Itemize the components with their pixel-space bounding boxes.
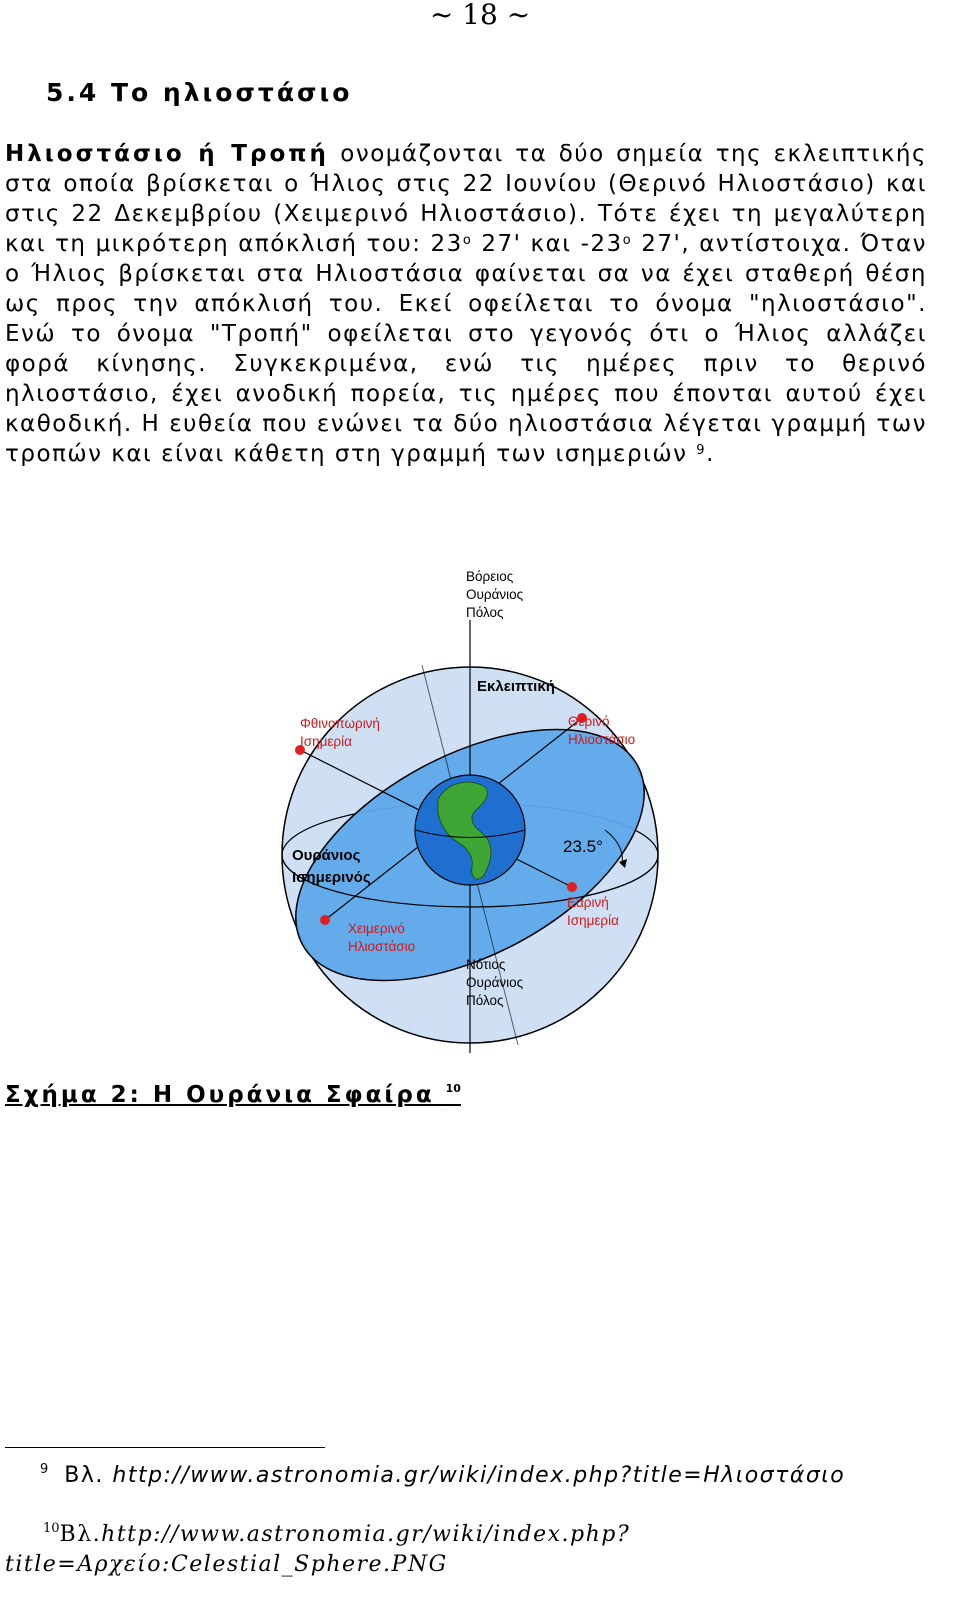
lead-term: Ηλιοστάσιο ή Τροπή	[5, 141, 329, 167]
winter-solstice-label-1: Χειμερινό	[348, 921, 405, 936]
figure-caption	[5, 1082, 461, 1108]
footnote-9-mark: 9	[40, 1462, 49, 1477]
footnote-10-url[interactable]: http://www.astronomia.gr/wiki/index.php?title=Αρχείο:Celestial_Sphere.PNG	[5, 1522, 631, 1577]
north-pole-label-3: Πόλος	[466, 605, 504, 620]
footnote-ref-9: 9	[696, 443, 707, 458]
north-pole-label-2: Ουράνιος	[466, 587, 524, 602]
winter-solstice-label-2: Ηλιοστάσιο	[348, 939, 416, 954]
paragraph-end: .	[706, 441, 715, 467]
paragraph-text-2: 27' και -23	[472, 231, 623, 257]
summer-solstice-label-1: Θερινό	[568, 714, 610, 729]
paragraph-text-1: ονομάζονται τα δύο σημεία της εκλειπτικής στα οποία βρίσκεται ο Ήλιος στις 22 Ιουνίου (Θερινό Ηλιοστάσιο) και στις 22 Δεκεμβρίου (Χειμερινό Ηλιοστάσιο). Τότε έχει τη μεγαλύτερη και τη μικρότερη απόκλισή του: 23	[5, 141, 928, 257]
south-pole-label-3: Πόλος	[466, 993, 504, 1008]
degree-mark-2: ο	[622, 233, 633, 248]
spring-equinox-label-2: Ισημερία	[567, 913, 619, 928]
footnote-ref-10: 10	[445, 1082, 461, 1095]
footnote-separator	[5, 1447, 325, 1448]
south-pole-label-2: Ουράνιος	[466, 975, 524, 990]
footnote-9	[40, 1462, 845, 1488]
tilt-label: 23.5°	[563, 837, 603, 856]
spring-equinox-label-1: Εαρινή	[567, 895, 609, 910]
footnote-9-url[interactable]: http://www.astronomia.gr/wiki/index.php?title=Ηλιοστάσιο	[112, 1463, 846, 1488]
footnote-10-mark: 10	[43, 1521, 60, 1536]
summer-solstice-label-2: Ηλιοστάσιο	[568, 732, 636, 747]
spring-equinox-marker	[567, 882, 577, 892]
section-heading: 5.4 Το ηλιοστάσιο	[46, 78, 353, 107]
footnote-10-prefix: Βλ.	[59, 1522, 102, 1547]
caption-text: Σχήμα 2: Η Ουράνια Σφαίρα	[5, 1082, 446, 1108]
page-number: ~ 18 ~	[429, 0, 531, 31]
paragraph-text-3: 27', αντίστοιχα. Όταν ο Ήλιος βρίσκεται στα Ηλιοστάσια φαίνεται σα να έχει σταθερή θέση ως προς την απόκλισή του. Εκεί οφείλεται το όνομα "ηλιοστάσιο". Ενώ το όνομα "Τροπή" οφείλεται στο γεγονός ότι ο Ήλιος αλλάζει φορά κίνησης. Συγκεκριμένα, ενώ τις ημέρες πριν το θερινό ηλιοστάσιο, έχει ανοδική πορεία, τις ημέρες που έπονται αυτού έχει καθοδική. Η ευθεία που ενώνει τα δύο ηλιοστάσια λέγεται γραμμή των τροπών και είναι κάθετη στη γραμμή των ισημεριών	[5, 231, 927, 467]
celestial-equator-label-1: Ουράνιος	[292, 847, 361, 864]
autumn-equinox-label-1: Φθινοπωρινή	[300, 716, 380, 731]
ecliptic-label: Εκλειπτική	[477, 678, 555, 695]
degree-mark-1: ο	[462, 233, 473, 248]
south-pole-label-1: Νότιος	[466, 957, 506, 972]
svg-text:ΒόρειοςΟυράνιοςΠόλος	[466, 569, 524, 620]
north-pole-label-1: Βόρειος	[466, 569, 514, 584]
footnote-9-prefix: Βλ.	[64, 1463, 113, 1488]
body-paragraph	[5, 139, 927, 469]
winter-solstice-marker	[320, 915, 330, 925]
autumn-equinox-label-2: Ισημερία	[300, 734, 352, 749]
celestial-sphere-figure	[270, 565, 670, 1065]
celestial-equator-label-2: Ισημερινός	[292, 869, 371, 886]
footnote-10	[5, 1514, 925, 1580]
